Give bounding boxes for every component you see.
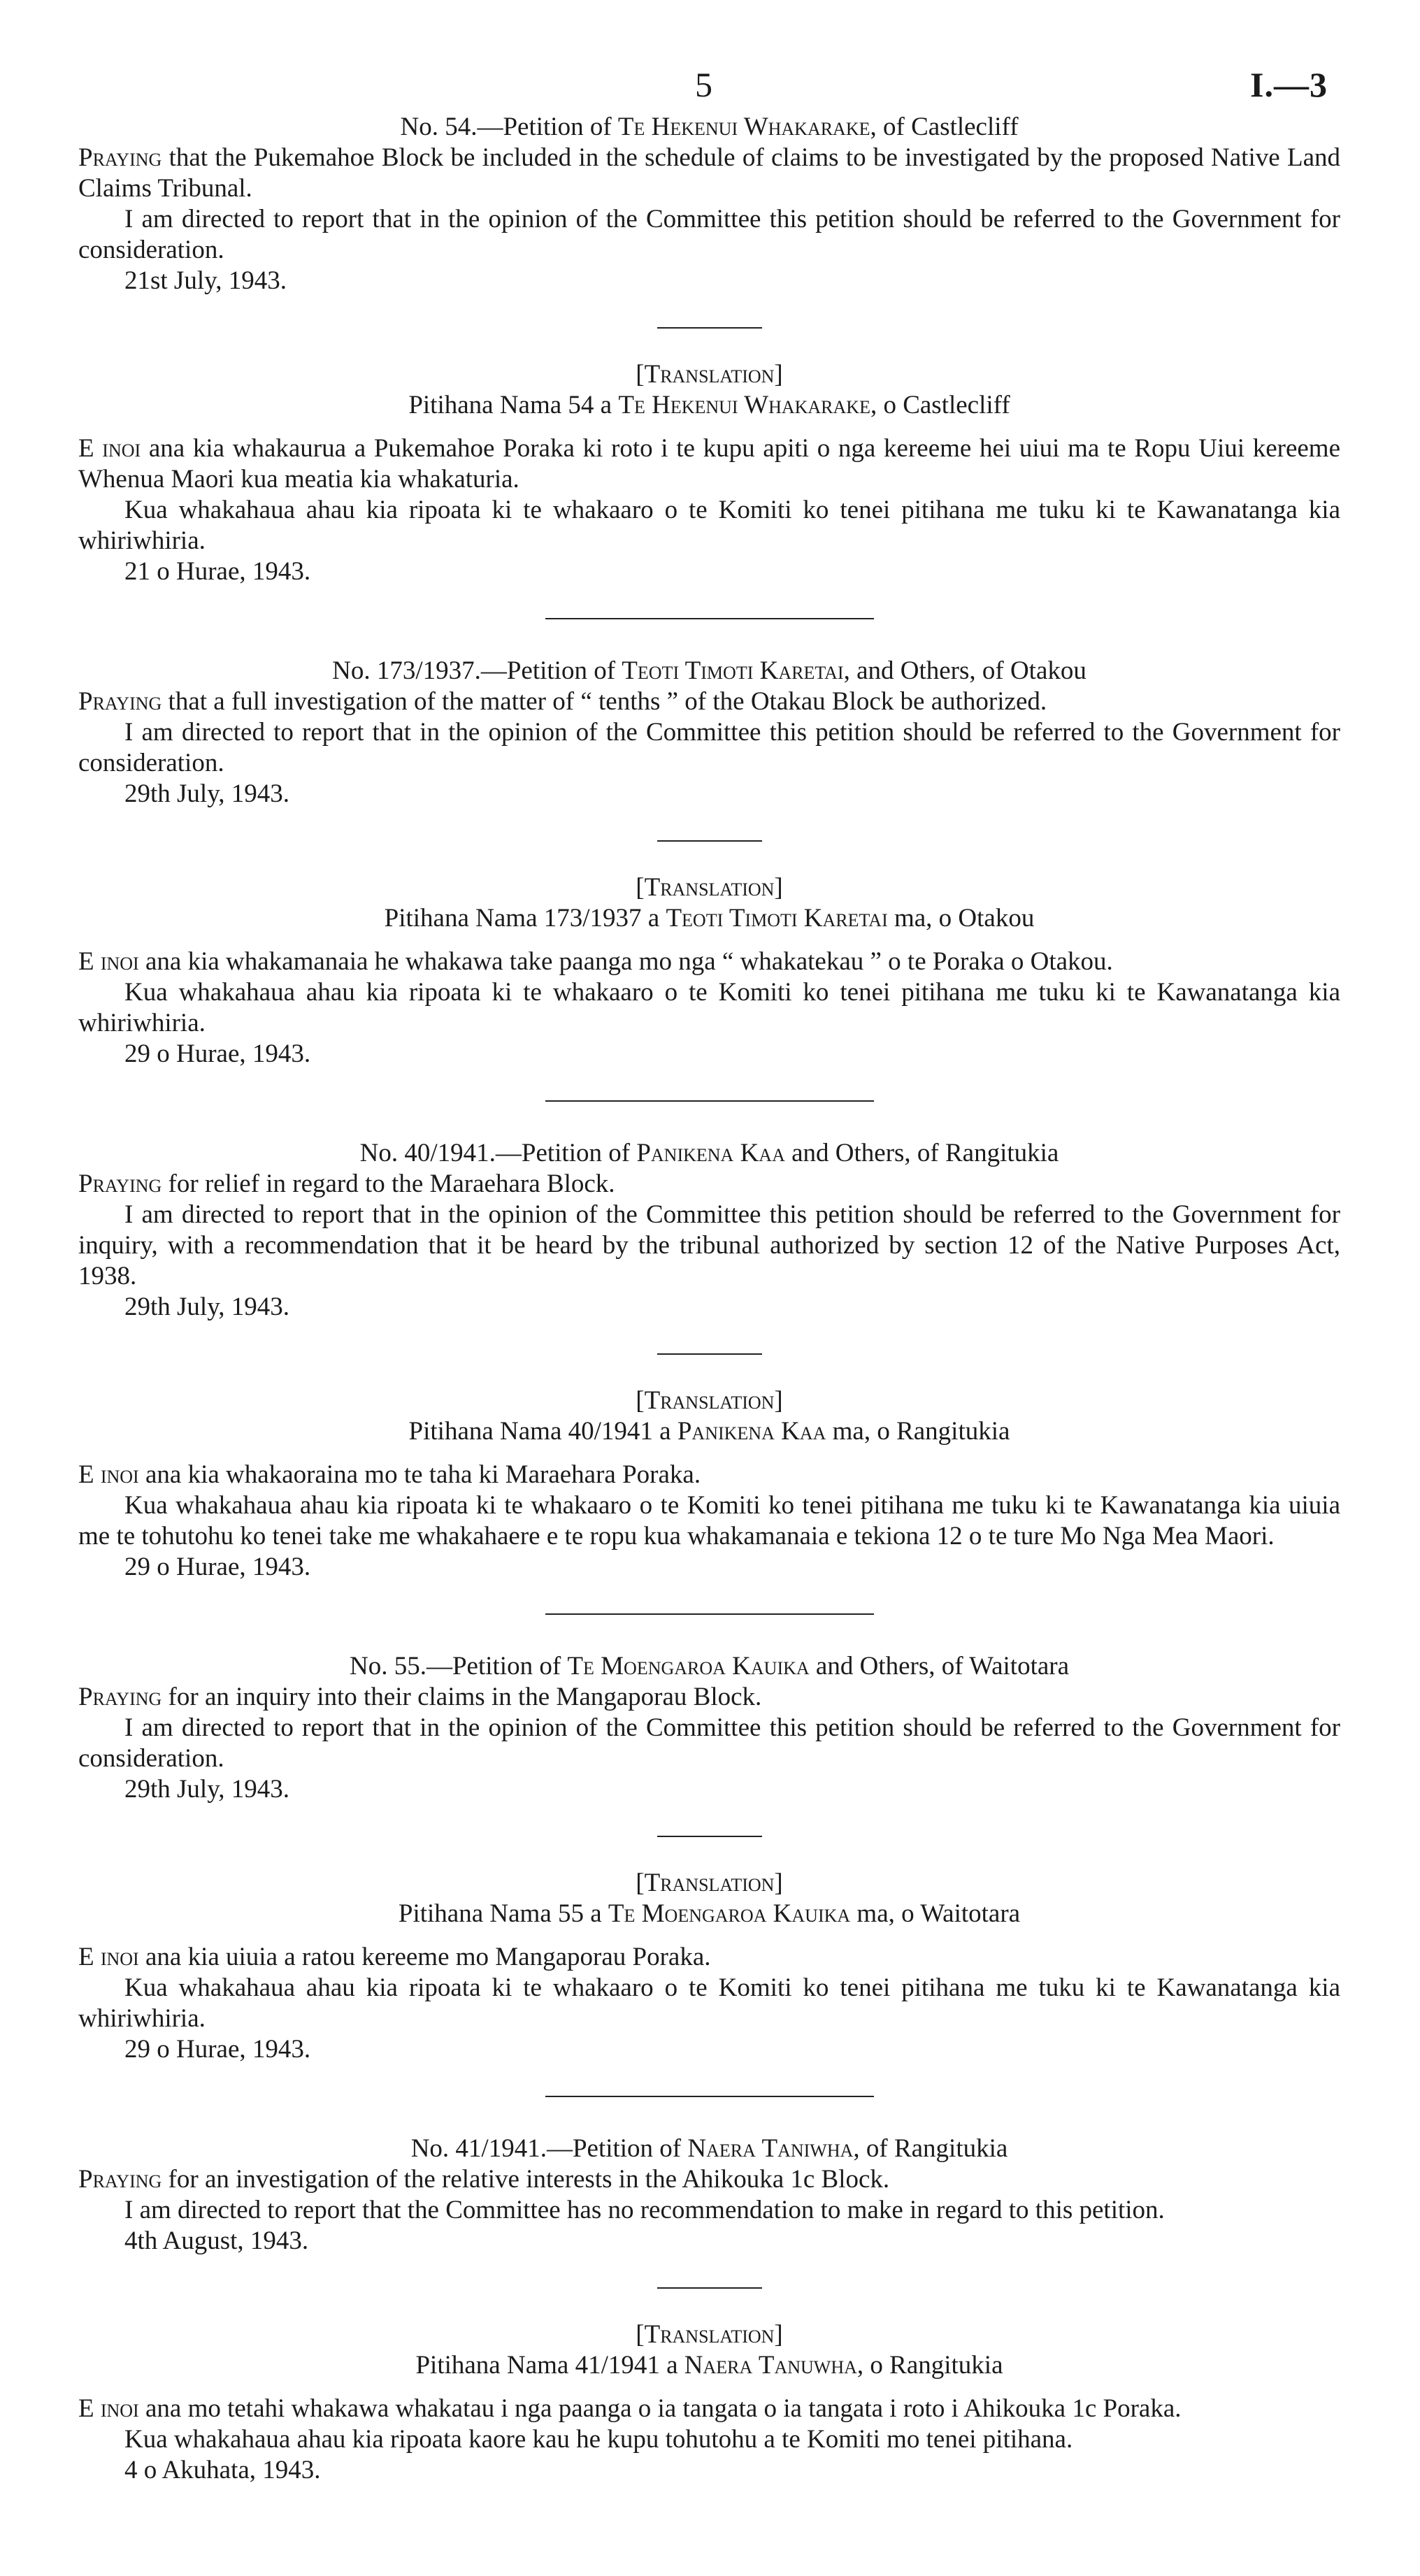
report-date: 29th July, 1943. <box>124 779 290 808</box>
report-paragraph: I am directed to report that in the opinion of the Committee this petition should be referred to the Government for consideration. <box>78 1713 1340 1773</box>
petition-entry <box>78 1138 1340 1615</box>
section-divider <box>657 1353 762 1355</box>
translation-praying-paragraph: E inoi ana kia whakamanaia he whakawa take paanga mo nga “ whakatekau ” o te Poraka o Otakou. <box>78 947 1113 976</box>
document-reference: I.—3 <box>1250 65 1328 104</box>
section-divider <box>657 2287 762 2289</box>
praying-paragraph: Praying for an investigation of the relative interests in the Ahikouka 1c Block. <box>78 2165 890 2194</box>
translation-report-paragraph: Kua whakahaua ahau kia ripoata ki te whakaaro o te Komiti ko tenei pitihana me tuku ki te Kawanatanga kia uiuia me te tohutohu ko tenei take me whakahaere e te ropu kua whakamanaia e tekiona 12 o te ture Mo Nga Mea Maori. <box>78 1491 1340 1550</box>
entry-divider <box>545 1613 874 1615</box>
report-paragraph: I am directed to report that in the opinion of the Committee this petition should be referred to the Government for consideration. <box>78 718 1340 777</box>
praying-paragraph: Praying that the Pukemahoe Block be included in the schedule of claims to be investigated by the proposed Native Land Claims Tribunal. <box>78 143 1340 203</box>
report-date: 29th July, 1943. <box>124 1775 290 1804</box>
petition-entry <box>78 656 1340 1102</box>
report-date: 4th August, 1943. <box>124 2226 309 2255</box>
translation-date: 21 o Hurae, 1943. <box>124 557 311 586</box>
translation-label: [Translation] <box>636 1386 783 1415</box>
report-paragraph: I am directed to report that the Committee has no recommendation to make in regard to this petition. <box>124 2196 1165 2224</box>
petition-entry <box>78 1651 1340 2097</box>
entry-divider <box>545 618 874 619</box>
translation-title: Pitihana Nama 54 a Te Hekenui Whakarake, o Castlecliff <box>408 391 1010 419</box>
petitioner-name: Teoti Timoti Karetai <box>622 656 844 685</box>
translation-date: 4 o Akuhata, 1943. <box>124 2456 321 2484</box>
petition-title: No. 173/1937.—Petition of Teoti Timoti Karetai, and Others, of Otakou <box>332 656 1086 685</box>
translation-praying-paragraph: E inoi ana kia uiuia a ratou kereeme mo Mangaporau Poraka. <box>78 1943 711 1971</box>
translation-date: 29 o Hurae, 1943. <box>124 1039 311 1068</box>
report-paragraph: I am directed to report that in the opinion of the Committee this petition should be referred to the Government for inquiry, with a recommendation that it be heard by the tribunal authorized by section 12 of the Native Purposes Act, 1938. <box>78 1200 1340 1290</box>
report-paragraph: I am directed to report that in the opinion of the Committee this petition should be referred to the Government for consideration. <box>78 205 1340 264</box>
report-date: 21st July, 1943. <box>124 266 287 295</box>
petitions-content <box>78 112 1340 2486</box>
petitioner-name: Te Hekenui Whakarake <box>617 113 870 141</box>
translation-praying-paragraph: E inoi ana mo tetahi whakawa whakatau i nga paanga o ia tangata o ia tangata i roto i Ahikouka 1c Poraka. <box>78 2394 1182 2423</box>
section-divider <box>657 327 762 329</box>
translation-label: [Translation] <box>636 360 783 389</box>
translation-label: [Translation] <box>636 1869 783 1897</box>
petition-entry <box>78 2134 1340 2486</box>
translation-report-paragraph: Kua whakahaua ahau kia ripoata ki te whakaaro o te Komiti ko tenei pitihana me tuku ki te Kawanatanga kia whiriwhiria. <box>78 1973 1340 2033</box>
translation-report-paragraph: Kua whakahaua ahau kia ripoata ki te whakaaro o te Komiti ko tenei pitihana me tuku ki te Kawanatanga kia whiriwhiria. <box>78 496 1340 555</box>
petitioner-name: Panikena Kaa <box>636 1139 785 1167</box>
translation-label: [Translation] <box>636 873 783 902</box>
entry-divider <box>545 2096 874 2097</box>
petitioner-name: Te Moengaroa Kauika <box>567 1652 810 1681</box>
section-divider <box>657 840 762 842</box>
praying-paragraph: Praying for relief in regard to the Maraehara Block. <box>78 1170 615 1198</box>
translation-praying-paragraph: E inoi ana kia whakaoraina mo te taha ki Maraehara Poraka. <box>78 1460 701 1489</box>
section-divider <box>657 1836 762 1837</box>
entry-divider <box>545 1100 874 1102</box>
translation-report-paragraph: Kua whakahaua ahau kia ripoata kaore kau he kupu tohutohu a te Komiti mo tenei pitihana. <box>124 2425 1073 2454</box>
praying-paragraph: Praying that a full investigation of the matter of “ tenths ” of the Otakau Block be authorized. <box>78 687 1047 716</box>
petition-title: No. 41/1941.—Petition of Naera Taniwha, of Rangitukia <box>410 2134 1008 2163</box>
translation-label: [Translation] <box>636 2320 783 2349</box>
petition-title: No. 55.—Petition of Te Moengaroa Kauika and Others, of Waitotara <box>349 1652 1070 1681</box>
translation-report-paragraph: Kua whakahaua ahau kia ripoata ki te whakaaro o te Komiti ko tenei pitihana me tuku ki te Kawanatanga kia whiriwhiria. <box>78 978 1340 1037</box>
translation-praying-paragraph: E inoi ana kia whakaurua a Pukemahoe Poraka ki roto i te kupu apiti o nga kereeme hei uiui ma te Ropu Uiui kereeme Whenua Maori kua meatia kia whakaturia. <box>78 434 1340 494</box>
report-date: 29th July, 1943. <box>124 1293 290 1321</box>
translation-title: Pitihana Nama 173/1937 a Teoti Timoti Karetai ma, o Otakou <box>384 904 1035 933</box>
petition-title: No. 40/1941.—Petition of Panikena Kaa and Others, of Rangitukia <box>359 1139 1059 1167</box>
translation-date: 29 o Hurae, 1943. <box>124 1553 311 1581</box>
petitioner-name: Naera Taniwha <box>687 2134 854 2163</box>
translation-date: 29 o Hurae, 1943. <box>124 2035 311 2064</box>
translation-title: Pitihana Nama 41/1941 a Naera Tanuwha, o Rangitukia <box>415 2351 1003 2380</box>
translation-title: Pitihana Nama 40/1941 a Panikena Kaa ma, o Rangitukia <box>408 1417 1010 1446</box>
petition-title: No. 54.—Petition of Te Hekenui Whakarake, of Castlecliff <box>400 113 1019 141</box>
petition-entry <box>78 112 1340 619</box>
translation-title: Pitihana Nama 55 a Te Moengaroa Kauika ma, o Waitotara <box>398 1899 1021 1928</box>
page-number: 5 <box>695 65 712 104</box>
praying-paragraph: Praying for an inquiry into their claims in the Mangaporau Block. <box>78 1683 762 1711</box>
